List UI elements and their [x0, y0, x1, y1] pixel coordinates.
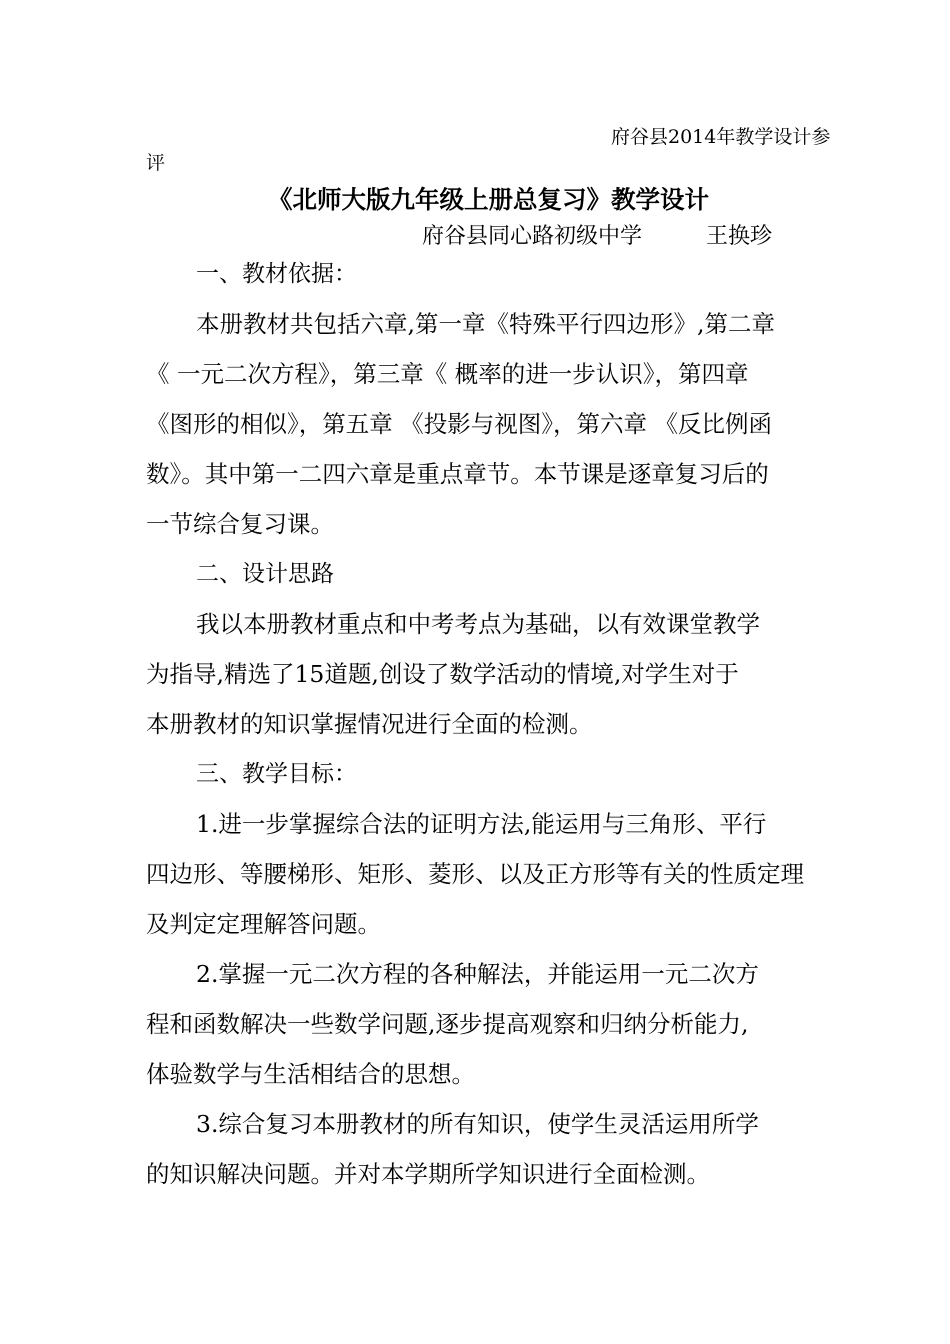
- section-3-para-1-line-1: 1.进一步掌握综合法的证明方法,能运用与三角形、平行: [196, 810, 767, 838]
- section-3-para-2-line-2: 程和函数解决一些数学问题,逐步提高观察和归纳分析能力,: [146, 1010, 749, 1038]
- section-2-para-1-line-3: 本册教材的知识掌握情况进行全面的检测。: [146, 710, 593, 738]
- section-3-para-2-line-1: 2.掌握一元二次方程的各种解法，并能运用一元二次方: [196, 960, 759, 988]
- section-2-heading: 二、设计思路: [196, 561, 334, 587]
- section-3-heading: 三、教学目标：: [196, 761, 357, 787]
- byline-author: 王换珍: [706, 224, 773, 249]
- byline-school: 府谷县同心路初级中学: [422, 224, 643, 249]
- section-2-para-1-line-1: 我以本册教材重点和中考考点为基础，以有效课堂教学: [196, 610, 760, 638]
- section-3-para-1-line-3: 及判定定理解答问题。: [146, 910, 381, 938]
- section-1-heading: 一、教材依据：: [196, 261, 357, 287]
- section-3-para-2-line-3: 体验数学与生活相结合的思想。: [146, 1060, 475, 1088]
- section-1-para-1-line-3: 《图形的相似》，第五章 《投影与视图》，第六章 《反比例函: [146, 410, 772, 438]
- section-3-para-3-line-2: 的知识解决问题。并对本学期所学知识进行全面检测。: [146, 1160, 710, 1188]
- section-3-para-1-line-2: 四边形、等腰梯形、矩形、菱形、以及正方形等有关的性质定理: [146, 860, 804, 888]
- document-title: 《北师大版九年级上册总复习》教学设计: [268, 185, 709, 214]
- section-1-para-1-line-5: 一节综合复习课。: [146, 510, 334, 538]
- header-note-line-1: 府谷县2014年教学设计参: [611, 126, 831, 148]
- section-1-para-1-line-1: 本册教材共包括六章,第一章《特殊平行四边形》,第二章: [196, 310, 775, 338]
- section-1-para-1-line-2: 《 一元二次方程》，第三章《 概率的进一步认识》，第四章: [146, 360, 749, 388]
- section-1-para-1-line-4: 数》。其中第一二四六章是重点章节。本节课是逐章复习后的: [146, 460, 769, 488]
- section-3-para-3-line-1: 3.综合复习本册教材的所有知识，使学生灵活运用所学: [196, 1110, 759, 1138]
- section-2-para-1-line-2: 为指导,精选了15道题,创设了数学活动的情境,对学生对于: [146, 660, 739, 688]
- header-note-line-2: 评: [146, 152, 166, 174]
